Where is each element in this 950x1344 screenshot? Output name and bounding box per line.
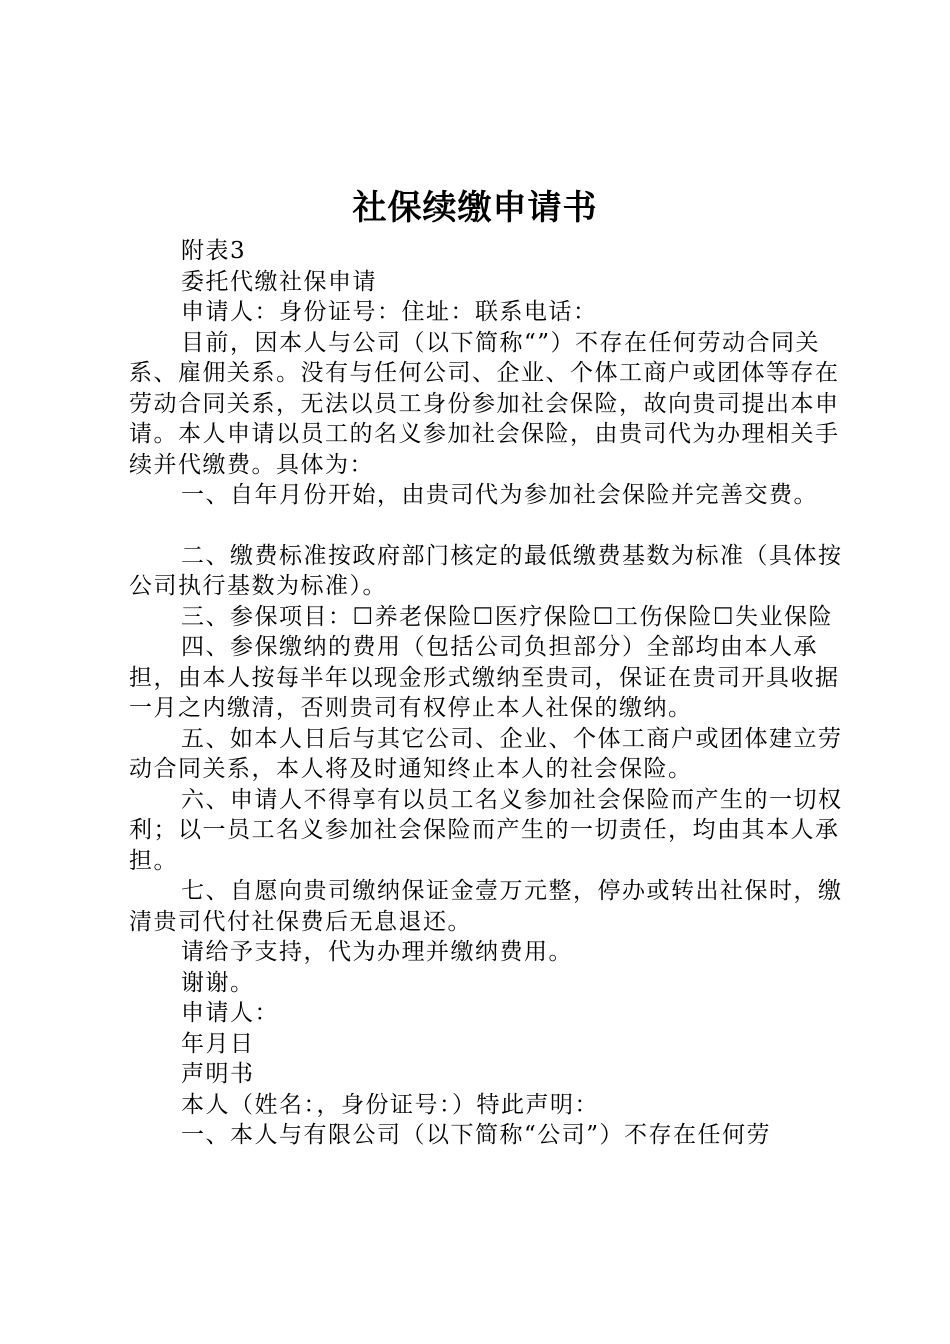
paragraph-declaration-heading: 声明书 [181,1061,255,1087]
paragraph-declaration-intro: 本人（姓名：，身份证号：）特此声明： [181,1091,599,1118]
document-title: 社保续缴申请书 [352,188,598,228]
paragraph-request: 请给予支持，代为办理并缴纳费用。 [181,939,573,965]
document-body [129,236,849,1151]
paragraph-background: 目前，因本人与公司（以下简称“”）不存在任何劳动合同关系、雇佣关系。没有与任何公司、企业、个体工商户或团体等存在劳动合同关系，无法以员工身份参加社会保险，故向贵司提出本申请。本人申请以员工的名义参加社会保险，由贵司代为办理相关手续并代缴费。具体为： [129,329,840,478]
paragraph-subtitle: 委托代缴社保申请 [181,268,377,295]
paragraph-item-3: 三、参保项目：☐养老保险☐医疗保险☐工伤保险☐失业保险 [181,603,833,630]
paragraph-signature-date: 年月日 [181,1030,255,1057]
paragraph-thanks: 谢谢。 [181,969,255,996]
paragraph-applicant-info: 申请人：身份证号：住址：联系电话： [181,299,598,325]
paragraph-item-1: 一、自年月份开始，由贵司代为参加社会保险并完善交费。 [181,482,818,508]
paragraph-declaration-item-1: 一、本人与有限公司（以下简称“公司”）不存在任何劳 [181,1122,772,1148]
paragraph-item-7: 七、自愿向贵司缴纳保证金壹万元整，停办或转出社保时，缴清贵司代付社保费后无息退还。 [129,878,843,935]
paragraph-item-2: 二、缴费标准按政府部门核定的最低缴费基数为标准（具体按公司执行基数为标准）。 [129,542,843,599]
paragraph-item-5: 五、如本人日后与其它公司、企业、个体工商户或团体建立劳动合同关系，本人将及时通知终止本人的社会保险。 [129,725,843,782]
paragraph-attachment-label: 附表3 [181,238,247,264]
paragraph-signature-applicant: 申请人： [181,1000,279,1026]
paragraph-item-6: 六、申请人不得享有以员工名义参加社会保险而产生的一切权利；以一员工名义参加社会保险而产生的一切责任，均由其本人承担。 [129,786,843,874]
paragraph-item-4: 四、参保缴纳的费用（包括公司负担部分）全部均由本人承担，由本人按每半年以现金形式缴纳至贵司，保证在贵司开具收据一月之内缴清，否则贵司有权停止本人社保的缴纳。 [129,634,840,721]
